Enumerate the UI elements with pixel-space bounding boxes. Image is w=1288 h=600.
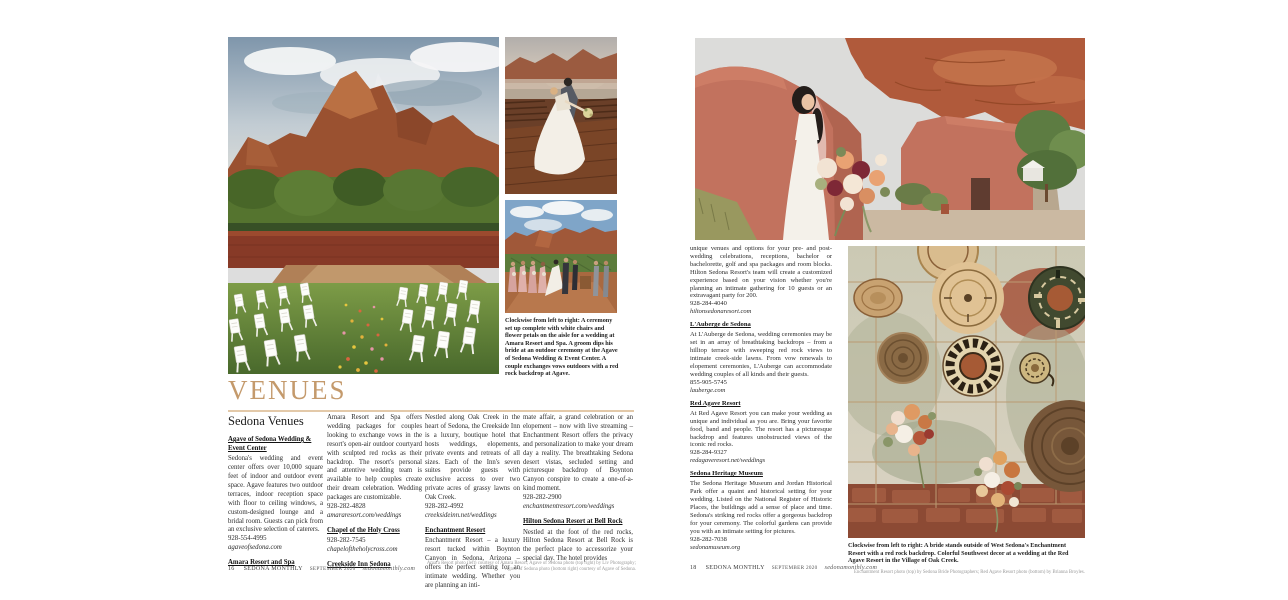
photo-outdoor-vows-art bbox=[505, 200, 617, 313]
venue-name: Amara Resort and Spa bbox=[228, 559, 295, 567]
magazine-name: SEDONA MONTHLY bbox=[243, 566, 303, 572]
venue-name: Creekside Inn Sedona bbox=[327, 561, 391, 569]
venue-website: redagaveresort.net/weddings bbox=[690, 457, 766, 465]
section-rule bbox=[228, 410, 634, 412]
photo-groom-dips-bride-art bbox=[505, 37, 617, 194]
venue-phone: 928-282-7038 bbox=[690, 535, 727, 543]
venue-website: sedonamuseum.org bbox=[690, 543, 741, 551]
venue-column-2 bbox=[327, 414, 422, 572]
issue-date: SEPTEMBER 2020 bbox=[309, 566, 356, 572]
venue-phone: 928-282-4992 bbox=[425, 503, 464, 511]
venue-column-5 bbox=[690, 245, 832, 552]
magazine-name: SEDONA MONTHLY bbox=[705, 565, 765, 571]
venue-description: unique venues and options for your pre- and post-wedding celebrations, receptions, bachelor or bachelorette, golf and spa packages and room blocks. Hilton Sedona Resort's team will create a customized experience based on your vision whether you're planning an intimate gathering for 10 guests or an extravagant party for 200. bbox=[690, 245, 832, 300]
venue-name: Agave of Sedona Wedding & Event Center bbox=[228, 436, 312, 452]
column-title: Sedona Venues bbox=[228, 414, 304, 428]
venue-website: amararesort.com/weddings bbox=[327, 511, 402, 519]
photo-credit-line: Enchantment Resort photo (top) by Sedona Bride Photographers; Red Agave Resort photo (bottom) by Brianna Broyles. bbox=[853, 570, 1085, 575]
venue-description: Nestled along Oak Creek in the heart of Sedona, the Creekside Inn is a luxury, boutique hotel that hosts weddings, elopements, private events and retreats of all sizes. Each of the Inn's seven suites provide guests with exclusive access to over two private acres of grassy lawns on Oak Creek. bbox=[425, 414, 520, 502]
venue-name: Enchantment Resort bbox=[425, 526, 486, 534]
venue-name: Chapel of the Holy Cross bbox=[327, 526, 400, 534]
venue-website: enchantmentresort.com/weddings bbox=[523, 503, 615, 511]
venue-phone: 928-282-4828 bbox=[327, 503, 366, 511]
page-footer bbox=[228, 566, 415, 572]
venue-name: L'Auberge de Sedona bbox=[690, 321, 751, 329]
magazine-page-left bbox=[228, 0, 640, 600]
venue-description: Enchantment Resort – a luxury resort tucked within Boynton Canyon in Sedona, Arizona – offers the perfect setting for an intimate wedding. Whether you are planning an inti- bbox=[425, 537, 520, 589]
venue-website: creeksideinn.net/weddings bbox=[425, 511, 497, 519]
venue-name: Hilton Sedona Resort at Bell Rock bbox=[523, 517, 623, 525]
venue-column-4 bbox=[523, 414, 633, 564]
photo-basket-wall-decor bbox=[848, 246, 1085, 538]
venue-description: mate affair, a grand celebration or an elopement – now with live streaming – Enchantment Resort offers the privacy and personalization to make your dream day a reality. The breathtaking Sedona desert vistas, secluded setting and picturesque backdrop of Boynton Canyon conspire to create a one-of-a-kind moment. bbox=[523, 414, 633, 493]
venue-description: Sedona's wedding and event center offers over 10,000 square feet of indoor and outdoor event space. Agave features two outdoor terraces, indoor reception space with floor to ceiling windows, a custom-designed lounge and a bridal room. Guests can pick from an exclusive selection of caterers. bbox=[228, 455, 323, 534]
venue-website: chapeloftheholycross.com bbox=[327, 546, 398, 554]
venue-description: The Sedona Heritage Museum and Jordan Historical Park offer a quaint and historical setting for your wedding. Listed on the National Register of Historic Places, the buildings add a sense of place and time. Sedona's striking red rocks offer a gorgeous backdrop for your ceremony. The colorful gardens can provide you with an intimate setting for pictures. bbox=[690, 480, 832, 535]
magazine-website: sedonamonthly.com bbox=[824, 565, 878, 571]
venue-description: Nestled at the foot of the red rocks, Hilton Sedona Resort at Bell Rock is the perfect place to accessorize your special day. The hotel provides bbox=[523, 528, 633, 563]
venue-name: Red Agave Resort bbox=[690, 399, 741, 407]
photo-credit-line: Agave of Sedona photo (bottom right) courtesy of Agave of Sedona. bbox=[504, 566, 636, 572]
venue-phone: 928-554-4995 bbox=[228, 535, 267, 543]
page-number: 18 bbox=[690, 565, 697, 571]
photo-caption: Clockwise from left to right: A bride stands outside of West Sedona's Enchantment Resort with a red rock backdrop. Colorful Southwest decor at a wedding at the Red Agave Resort in the Village of Oak Creek. bbox=[848, 542, 1069, 565]
venue-phone: 928-284-9327 bbox=[690, 449, 727, 457]
photo-red-rock-ceremony-lawn-art bbox=[228, 37, 499, 374]
venue-website: agaveofsedona.com bbox=[228, 544, 282, 552]
venue-phone: 855-905-5745 bbox=[690, 378, 727, 386]
photo-credit-line: Amara Resort photo (left) courtesy of Amara Resort; Agave of Sedona photo (top right) by Liv Photography; bbox=[426, 561, 636, 566]
issue-date: SEPTEMBER 2020 bbox=[771, 565, 818, 571]
photo-bride-portrait bbox=[695, 38, 1085, 240]
venue-name: Sedona Heritage Museum bbox=[690, 470, 763, 478]
photo-groom-dips-bride bbox=[505, 37, 617, 194]
magazine-website: sedonamonthly.com bbox=[362, 566, 416, 572]
venue-phone: 928-282-7545 bbox=[327, 537, 366, 545]
photo-credit bbox=[848, 570, 1085, 576]
photo-outdoor-vows bbox=[505, 200, 617, 313]
venue-column-1 bbox=[228, 414, 323, 570]
section-title: VENUES bbox=[228, 375, 347, 405]
photo-credit bbox=[401, 561, 636, 573]
venue-description: At Red Agave Resort you can make your wedding as unique and individual as you are. Bring your favorite food, band and people. The resort has a picturesque backdrop and features unobstructed views of the iconic red rocks. bbox=[690, 409, 832, 449]
venue-phone: 928-284-4040 bbox=[690, 300, 727, 308]
photo-basket-wall-decor-art bbox=[848, 246, 1085, 538]
venue-website: lauberge.com bbox=[690, 386, 726, 394]
magazine-page-right bbox=[688, 0, 1100, 600]
venue-phone: 928-282-2900 bbox=[523, 494, 562, 502]
page-number: 16 bbox=[228, 566, 235, 572]
venue-description: At L'Auberge de Sedona, wedding ceremonies may be set in an array of breathtaking backdrops – from a hilltop terrace with sweeping red rock views to intimate creek-side lawns. From vow renewals to elopement ceremonies, L'Auberge can accommodate wedding couples of all kinds and their guests. bbox=[690, 331, 832, 378]
venue-website: hiltonsedonaresort.com bbox=[690, 308, 752, 316]
photo-red-rock-ceremony-lawn bbox=[228, 37, 499, 374]
venue-description: Amara Resort and Spa offers wedding packages for couples looking to exchange vows in the resort's open-air outdoor courtyard with sculpted red rocks as their backdrop. The resort's personal and attentive wedding team is available to help couples create their dream celebration. Wedding packages are customizable. bbox=[327, 414, 422, 502]
photo-bride-portrait-art bbox=[695, 38, 1085, 240]
photo-caption: Clockwise from left to right: A ceremony set up complete with white chairs and flower petals on the aisle for a wedding at Amara Resort and Spa. A groom dips his bride at an outdoor ceremony at the Agave of Sedona Wedding & Event Center. A couple exchanges vows outdoors with a red rock backdrop at Agave. bbox=[505, 317, 619, 378]
